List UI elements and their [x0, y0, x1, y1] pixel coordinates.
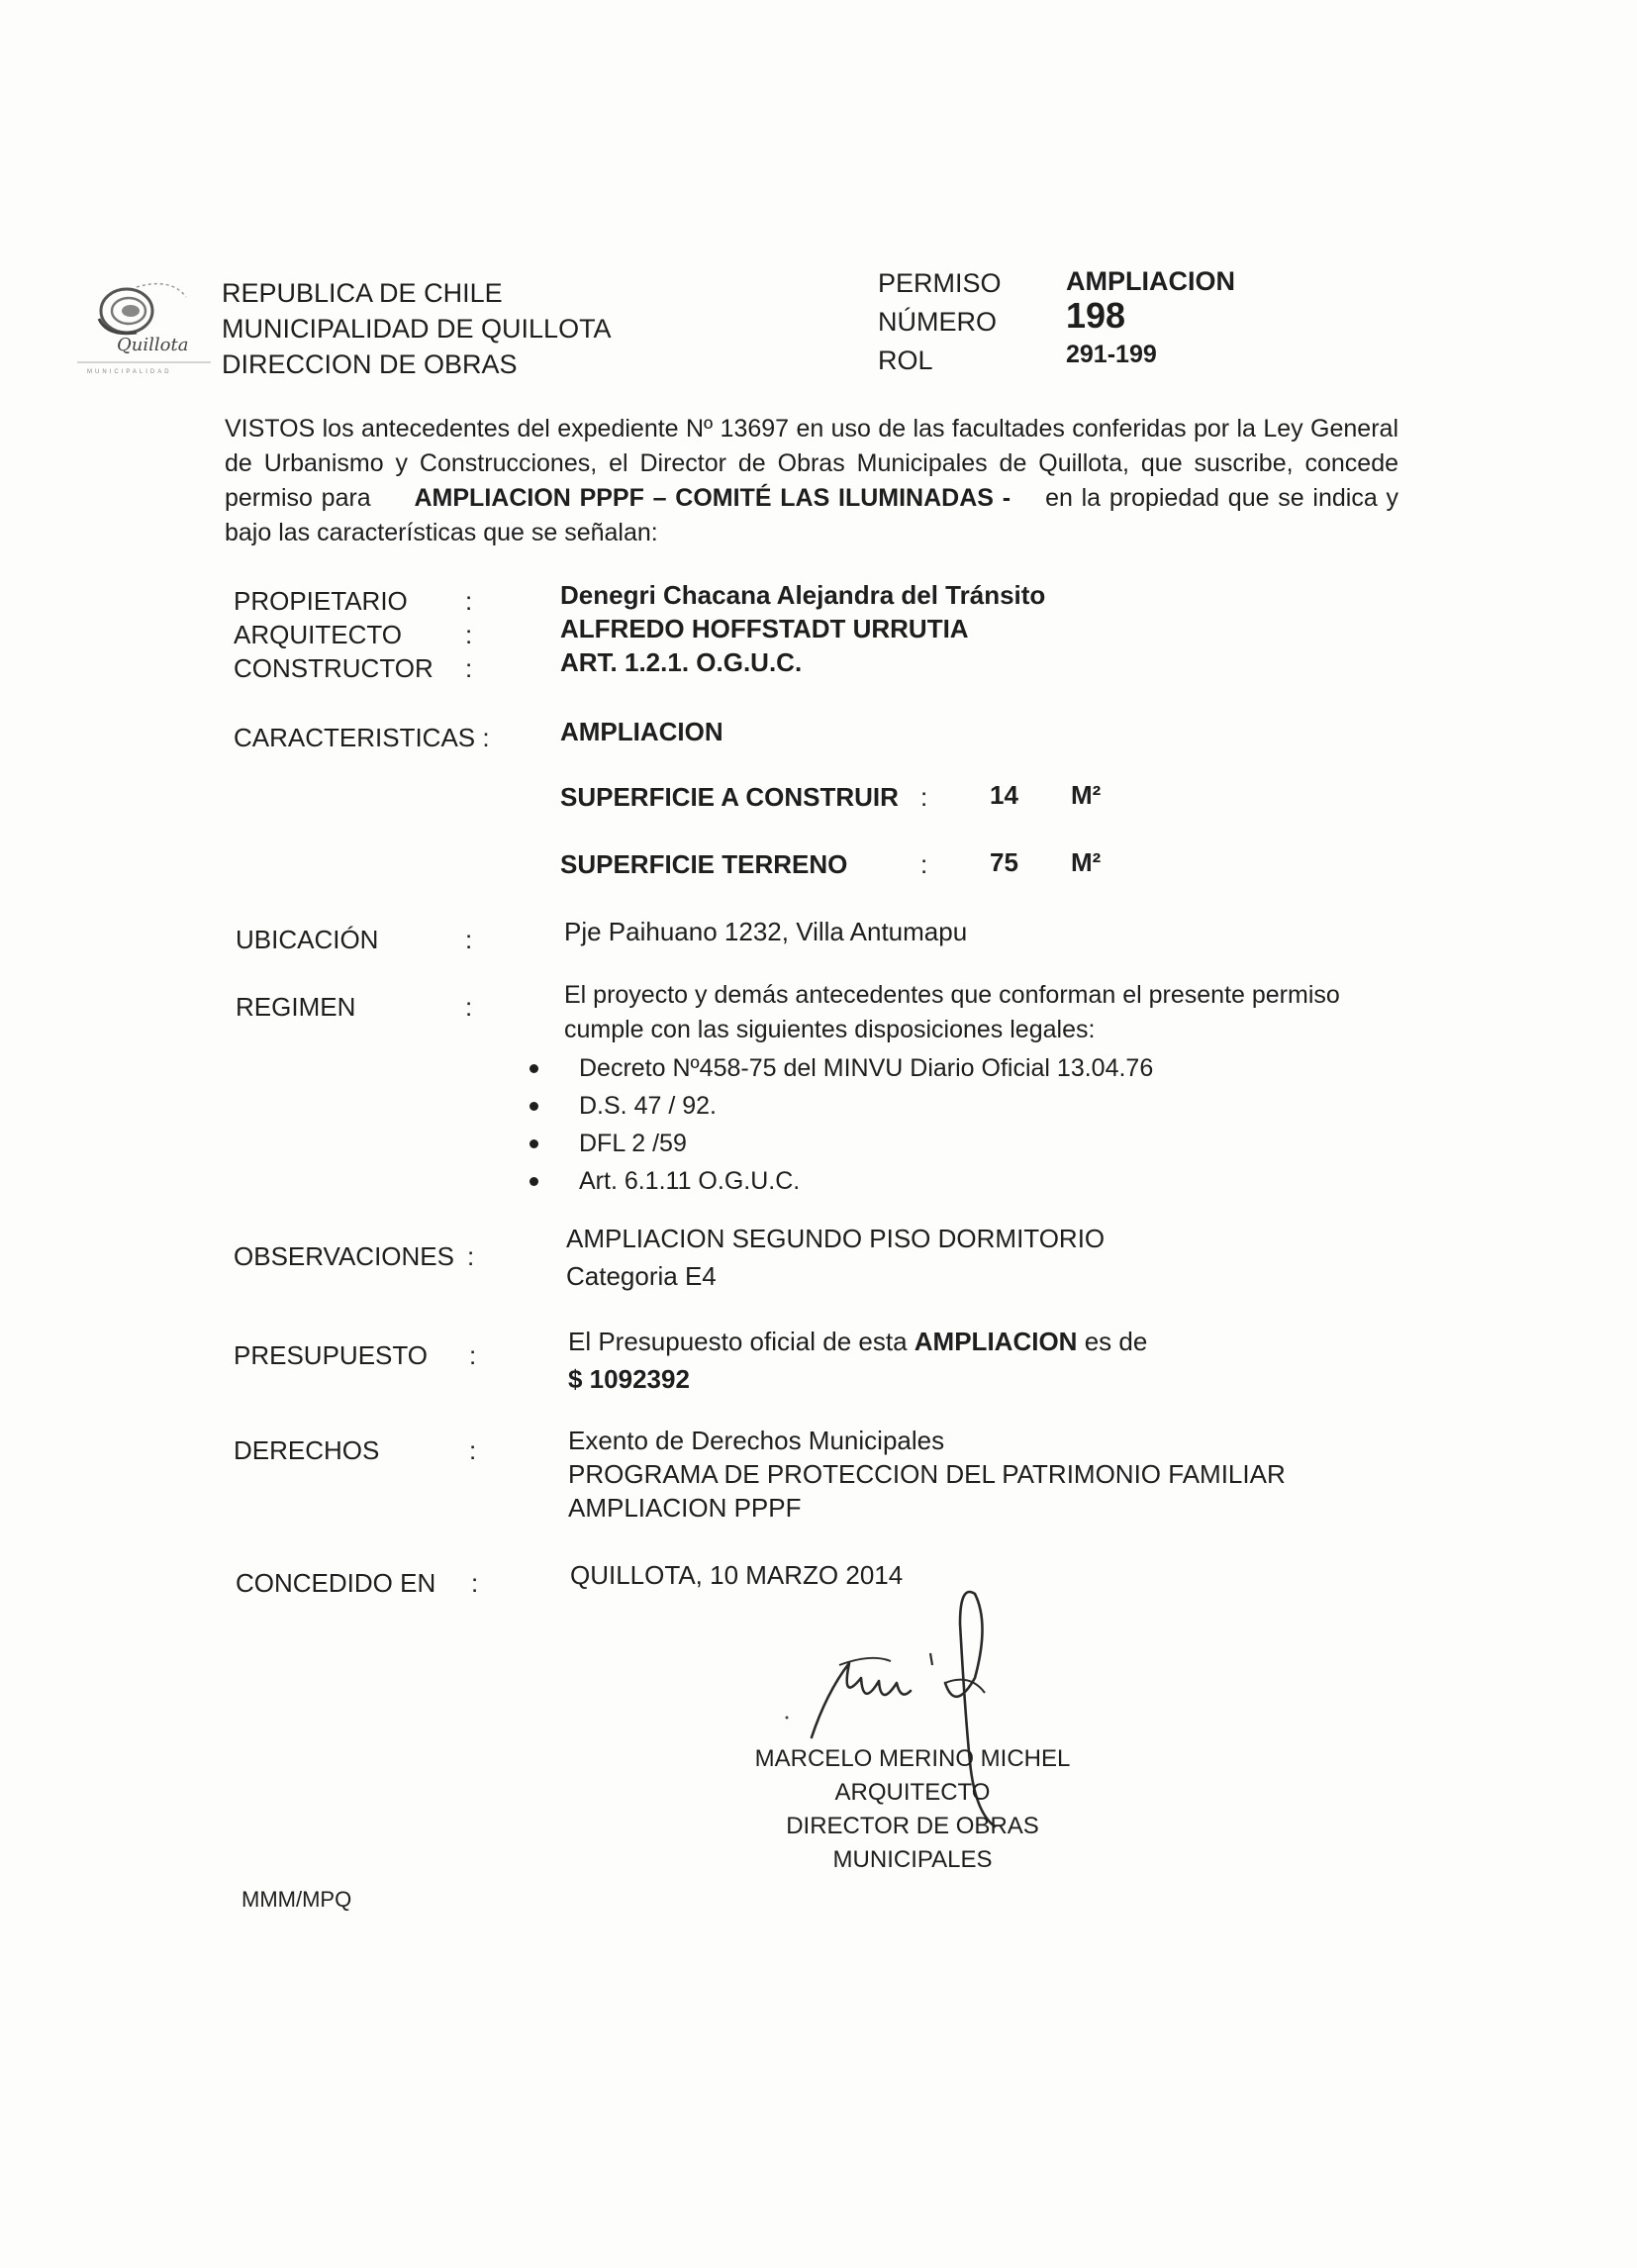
observaciones-line-1: AMPLIACION SEGUNDO PISO DORMITORIO: [566, 1224, 1106, 1253]
signature-block: [705, 1742, 1120, 1877]
header-line-municipalidad: MUNICIPALIDAD DE QUILLOTA: [222, 314, 612, 344]
propietario-label: PROPIETARIO: [234, 586, 408, 616]
regimen-colon: :: [465, 992, 473, 1022]
superficie-construir-label: SUPERFICIE A CONSTRUIR: [560, 782, 899, 812]
constructor-value: ART. 1.2.1. O.G.U.C.: [560, 647, 803, 677]
superficie-terreno-label: SUPERFICIE TERRENO: [560, 849, 848, 879]
signer-role: DIRECTOR DE OBRAS MUNICIPALES: [786, 1813, 1039, 1873]
logo-script-text: Quillota: [117, 335, 189, 355]
rol-value: 291-199: [1066, 341, 1157, 368]
superficie-terreno-value: 75: [990, 847, 1018, 877]
header-line-direccion: DIRECCION DE OBRAS: [222, 349, 518, 379]
superficie-terreno-colon: :: [920, 849, 928, 879]
presupuesto-text: [568, 1327, 1147, 1357]
intro-text-2: en la propiedad que se indica y bajo las características que se señalan:: [225, 484, 1398, 546]
logo-emblem-icon: [77, 267, 216, 376]
presupuesto-text-1: El Presupuesto oficial de esta: [568, 1327, 908, 1356]
concedido-label: CONCEDIDO EN: [236, 1568, 436, 1598]
observaciones-colon: :: [467, 1241, 475, 1271]
signer-name: MARCELO MERINO MICHEL: [754, 1745, 1071, 1772]
ubicacion-label: UBICACIÓN: [236, 925, 379, 954]
list-item: Art. 6.1.11 O.G.U.C.: [530, 1162, 1153, 1200]
arquitecto-label: ARQUITECTO: [234, 620, 402, 649]
derechos-line-3: AMPLIACION PPPF: [568, 1493, 802, 1523]
superficie-construir-unit: M²: [1071, 780, 1102, 810]
header-line-republica: REPUBLICA DE CHILE: [222, 278, 503, 308]
observaciones-line-2: Categoria E4: [566, 1261, 717, 1291]
concedido-value: QUILLOTA, 10 MARZO 2014: [570, 1560, 904, 1590]
signer-title: ARQUITECTO: [834, 1779, 991, 1806]
presupuesto-colon: :: [469, 1340, 477, 1370]
derechos-line-1: Exento de Derechos Municipales: [568, 1426, 945, 1455]
intro-text-1: VISTOS los antecedentes del expediente Nº 13697 en uso de las facultades conferidas por la Ley General de Urbanismo y Construcciones, el Director de Obras Municipales de Quillota, que suscribe, concede permiso para: [225, 415, 1398, 512]
superficie-terreno-unit: M²: [1071, 847, 1102, 877]
superficie-construir-value: 14: [990, 780, 1018, 810]
list-item: D.S. 47 / 92.: [530, 1087, 1153, 1125]
permiso-label: PERMISO: [878, 268, 1002, 298]
regimen-label: REGIMEN: [236, 992, 356, 1022]
observaciones-label: OBSERVACIONES: [234, 1241, 454, 1271]
derechos-colon: :: [469, 1435, 477, 1465]
regimen-intro: El proyecto y demás antecedentes que conforman el presente permiso cumple con las siguientes disposiciones legales:: [564, 981, 1340, 1043]
constructor-label: CONSTRUCTOR: [234, 653, 433, 683]
permiso-value: AMPLIACION: [1066, 266, 1235, 296]
presupuesto-amount: $ 1092392: [568, 1364, 690, 1394]
derechos-line-2: PROGRAMA DE PROTECCION DEL PATRIMONIO FAMILIAR: [568, 1459, 1286, 1489]
constructor-colon: :: [465, 653, 473, 683]
intro-project-name: AMPLIACION PPPF – COMITÉ LAS ILUMINADAS -: [414, 484, 1011, 512]
list-item: DFL 2 /59: [530, 1125, 1153, 1162]
concedido-colon: :: [471, 1568, 479, 1598]
arquitecto-value: ALFREDO HOFFSTADT URRUTIA: [560, 614, 969, 643]
caracteristicas-label: CARACTERISTICAS :: [234, 723, 490, 752]
rol-label: ROL: [878, 345, 933, 375]
footer-initials: MMM/MPQ: [241, 1887, 352, 1912]
numero-label: NÚMERO: [878, 307, 997, 337]
regimen-list: [530, 1049, 1153, 1200]
ubicacion-value: Pje Paihuano 1232, Villa Antumapu: [564, 917, 968, 946]
presupuesto-text-2: es de: [1084, 1327, 1148, 1356]
numero-value: 198: [1066, 295, 1126, 336]
intro-paragraph: [225, 412, 1398, 550]
propietario-value: Denegri Chacana Alejandra del Tránsito: [560, 580, 1046, 610]
logo-arc-text: MUNICIPALIDAD: [87, 369, 172, 375]
ubicacion-colon: :: [465, 925, 473, 954]
header-institution: [222, 275, 612, 382]
municipal-logo: [77, 267, 216, 376]
derechos-label: DERECHOS: [234, 1435, 380, 1465]
superficie-construir-colon: :: [920, 782, 928, 812]
presupuesto-bold: AMPLIACION: [914, 1327, 1078, 1356]
presupuesto-label: PRESUPUESTO: [234, 1340, 429, 1370]
propietario-colon: :: [465, 586, 473, 616]
arquitecto-colon: :: [465, 620, 473, 649]
list-item: Decreto Nº458-75 del MINVU Diario Oficial 13.04.76: [530, 1049, 1153, 1087]
caracteristicas-value: AMPLIACION: [560, 717, 723, 746]
